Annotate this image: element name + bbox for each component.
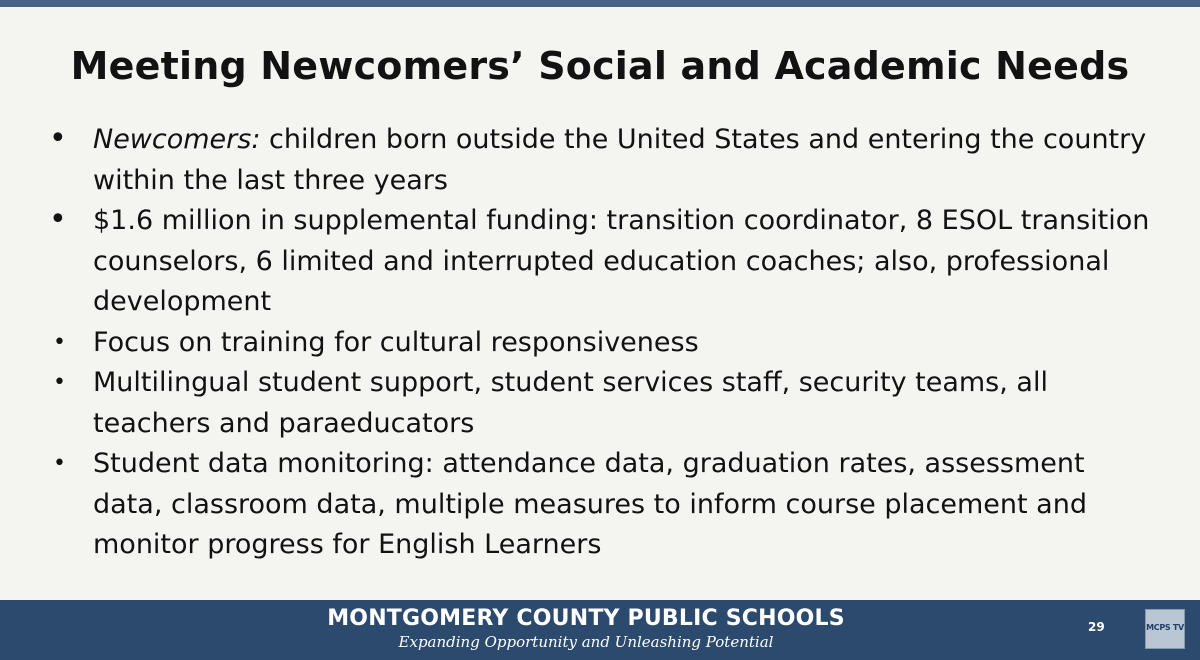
bullet-item-support xyxy=(53,363,1153,444)
bullet-text: Student data monitoring: attendance data, graduation rates, assessment data, classroom data, multiple measures to inform course placement and monitor progress for English Learners xyxy=(93,448,1087,560)
logo-label: MCPS TV xyxy=(1146,623,1184,632)
organization-name: MONTGOMERY COUNTY PUBLIC SCHOOLS xyxy=(327,606,845,631)
bullet-text: $1.6 million in supplemental funding: transition coordinator, 8 ESOL transition counselors, 6 limited and interrupted education coaches; also, professional development xyxy=(93,205,1150,317)
bullet-item-data-monitoring xyxy=(53,444,1153,566)
bullet-text: Multilingual student support, student services staff, security teams, all teachers and paraeducators xyxy=(93,367,1048,439)
bullet-icon: • xyxy=(49,202,67,237)
slide-title: Meeting Newcomers’ Social and Academic Needs xyxy=(70,44,1130,88)
page-number: 29 xyxy=(1088,620,1105,634)
bullet-list xyxy=(49,120,1153,566)
bullet-icon: • xyxy=(53,329,66,355)
bullet-item-newcomers xyxy=(49,120,1153,201)
bullet-item-funding xyxy=(49,201,1153,323)
bullet-icon: • xyxy=(53,451,66,476)
bullet-lead-term: Newcomers: xyxy=(93,124,261,155)
footer-bar xyxy=(0,600,1200,660)
bullet-text: Focus on training for cultural responsiveness xyxy=(93,326,699,358)
bullet-text: children born outside the United States and entering the country within the last three years xyxy=(93,124,1147,196)
bullet-icon: • xyxy=(49,121,67,156)
bullet-icon: • xyxy=(53,370,66,395)
bullet-item-training xyxy=(53,323,1153,364)
mcps-tv-logo-icon xyxy=(1145,609,1185,649)
top-accent-bar xyxy=(0,0,1200,7)
organization-tagline: Expanding Opportunity and Unleashing Potential xyxy=(398,633,774,651)
